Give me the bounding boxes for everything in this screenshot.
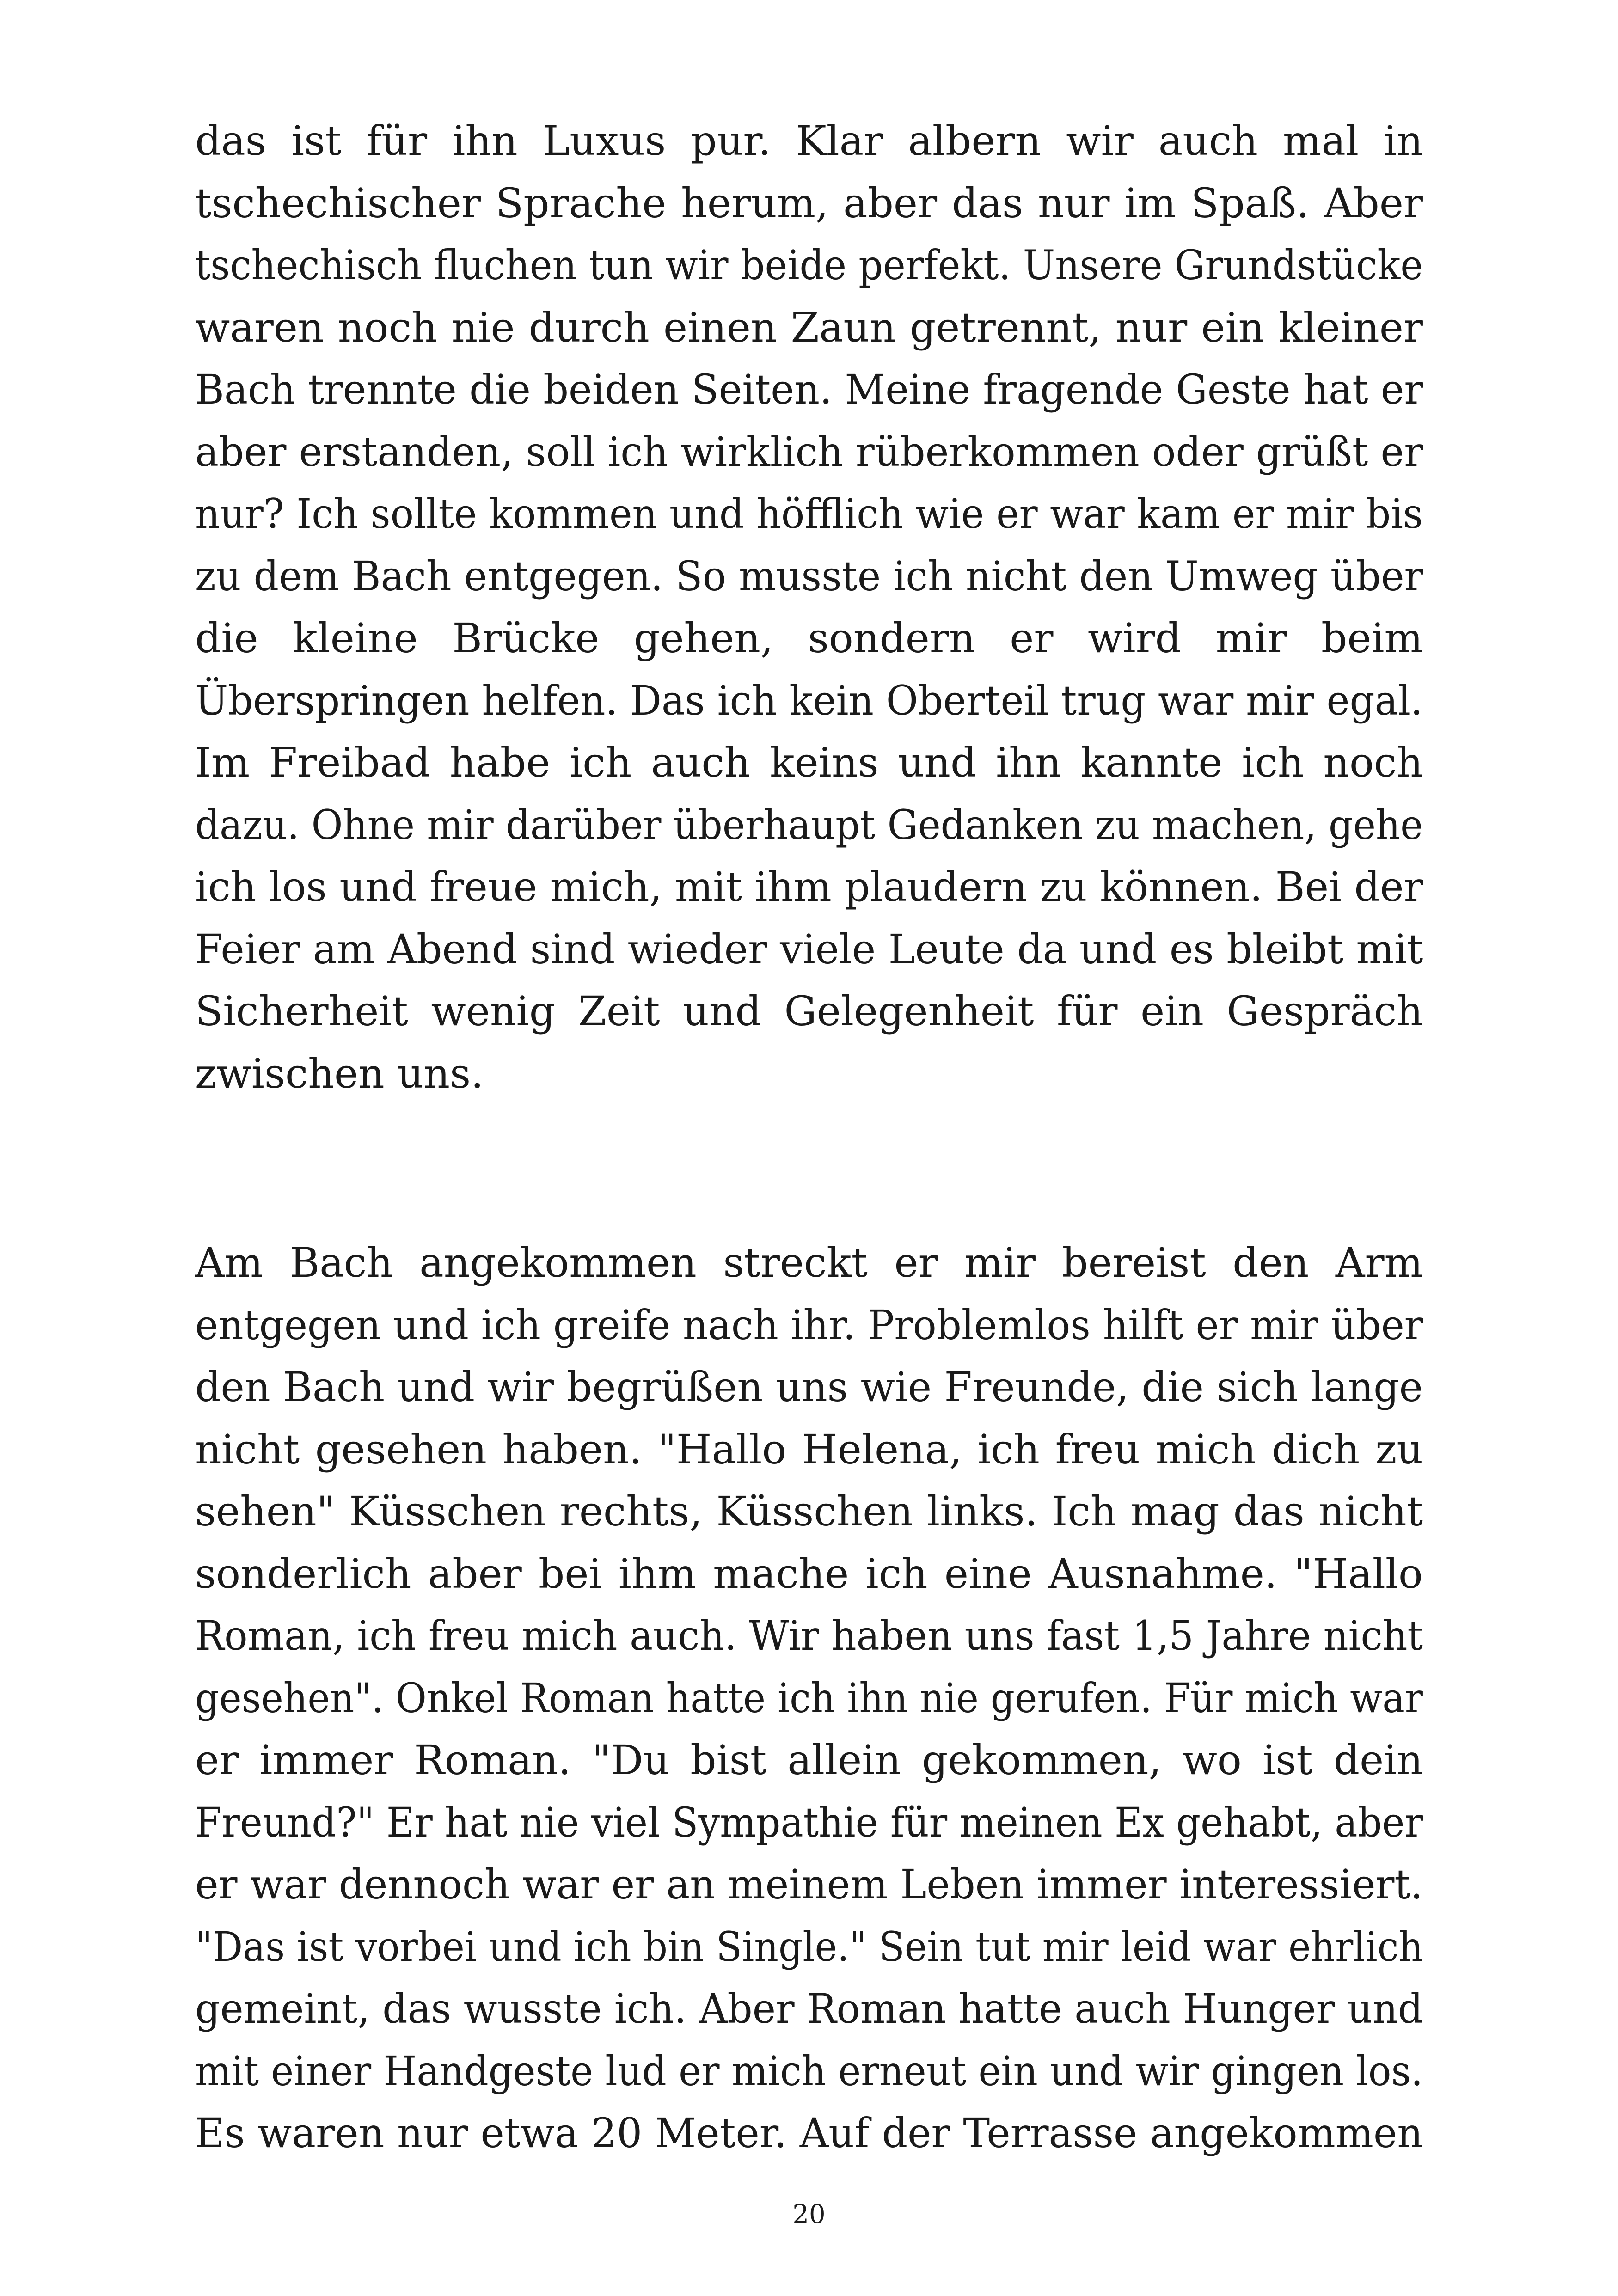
text-line: Freund?" Er hat nie viel Sympathie für meinen Ex gehabt, aber [195,1798,1423,1846]
text-line: Feier am Abend sind wieder viele Leute da und es bleibt mit [195,925,1423,973]
text-line: Überspringen helfen. Das ich kein Oberteil trug war mir egal. [195,676,1423,724]
text-line: Im Freibad habe ich auch keins und ihn kannte ich noch [195,739,1423,786]
text-line: zwischen uns. [195,1049,484,1097]
text-line: gemeint, das wusste ich. Aber Roman hatte auch Hunger und [195,1985,1423,2033]
text-line: er war dennoch war er an meinem Leben immer interessiert. [195,1861,1423,1908]
text-line: Sicherheit wenig Zeit und Gelegenheit für ein Gespräch [195,987,1423,1035]
text-line: zu dem Bach entgegen. So musste ich nicht den Umweg über [195,552,1423,600]
text-line: Am Bach angekommen streckt er mir bereist den Arm [195,1239,1423,1286]
paragraph-1 [195,110,1423,1105]
text-line: tschechisch fluchen tun wir beide perfekt. Unsere Grundstücke [195,241,1423,289]
text-line: ich los und freue mich, mit ihm plaudern zu können. Bei der [195,863,1423,911]
text-line: den Bach und wir begrüßen uns wie Freunde, die sich lange [195,1363,1423,1411]
text-line: entgegen und ich greife nach ihr. Problemlos hilft er mir über [195,1301,1423,1349]
text-line: Es waren nur etwa 20 Meter. Auf der Terrasse angekommen [195,2109,1423,2157]
text-line: Bach trennte die beiden Seiten. Meine fragende Geste hat er [195,366,1423,413]
text-line: "Das ist vorbei und ich bin Single." Sein tut mir leid war ehrlich [195,1923,1423,1971]
text-line: gesehen". Onkel Roman hatte ich ihn nie gerufen. Für mich war [195,1674,1423,1722]
text-line: sehen" Küsschen rechts, Küsschen links. Ich mag das nicht [195,1488,1423,1535]
text-line: Roman, ich freu mich auch. Wir haben uns fast 1,5 Jahre nicht [195,1612,1423,1659]
text-line: aber erstanden, soll ich wirklich rüberkommen oder grüßt er [195,428,1423,476]
text-line: sonderlich aber bei ihm mache ich eine Ausnahme. "Hallo [195,1549,1423,1598]
text-line: nur? Ich sollte kommen und höfflich wie er war kam er mir bis [195,490,1423,538]
text-line: mit einer Handgeste lud er mich erneut ein und wir gingen los. [195,2047,1423,2095]
paragraph-2 [195,1232,1423,2165]
text-line: er immer Roman. "Du bist allein gekommen, wo ist dein [195,1736,1423,1784]
page-number: 20 [792,2199,826,2229]
text-line: dazu. Ohne mir darüber überhaupt Gedanken zu machen, gehe [195,801,1423,849]
text-line: die kleine Brücke gehen, sondern er wird mir beim [195,614,1423,662]
text-line: tschechischer Sprache herum, aber das nur im Spaß. Aber [195,179,1423,227]
text-line: waren noch nie durch einen Zaun getrennt, nur ein kleiner [195,303,1423,351]
text-line: nicht gesehen haben. "Hallo Helena, ich freu mich dich zu [195,1425,1423,1473]
text-line: das ist für ihn Luxus pur. Klar albern wir auch mal in [195,117,1423,165]
